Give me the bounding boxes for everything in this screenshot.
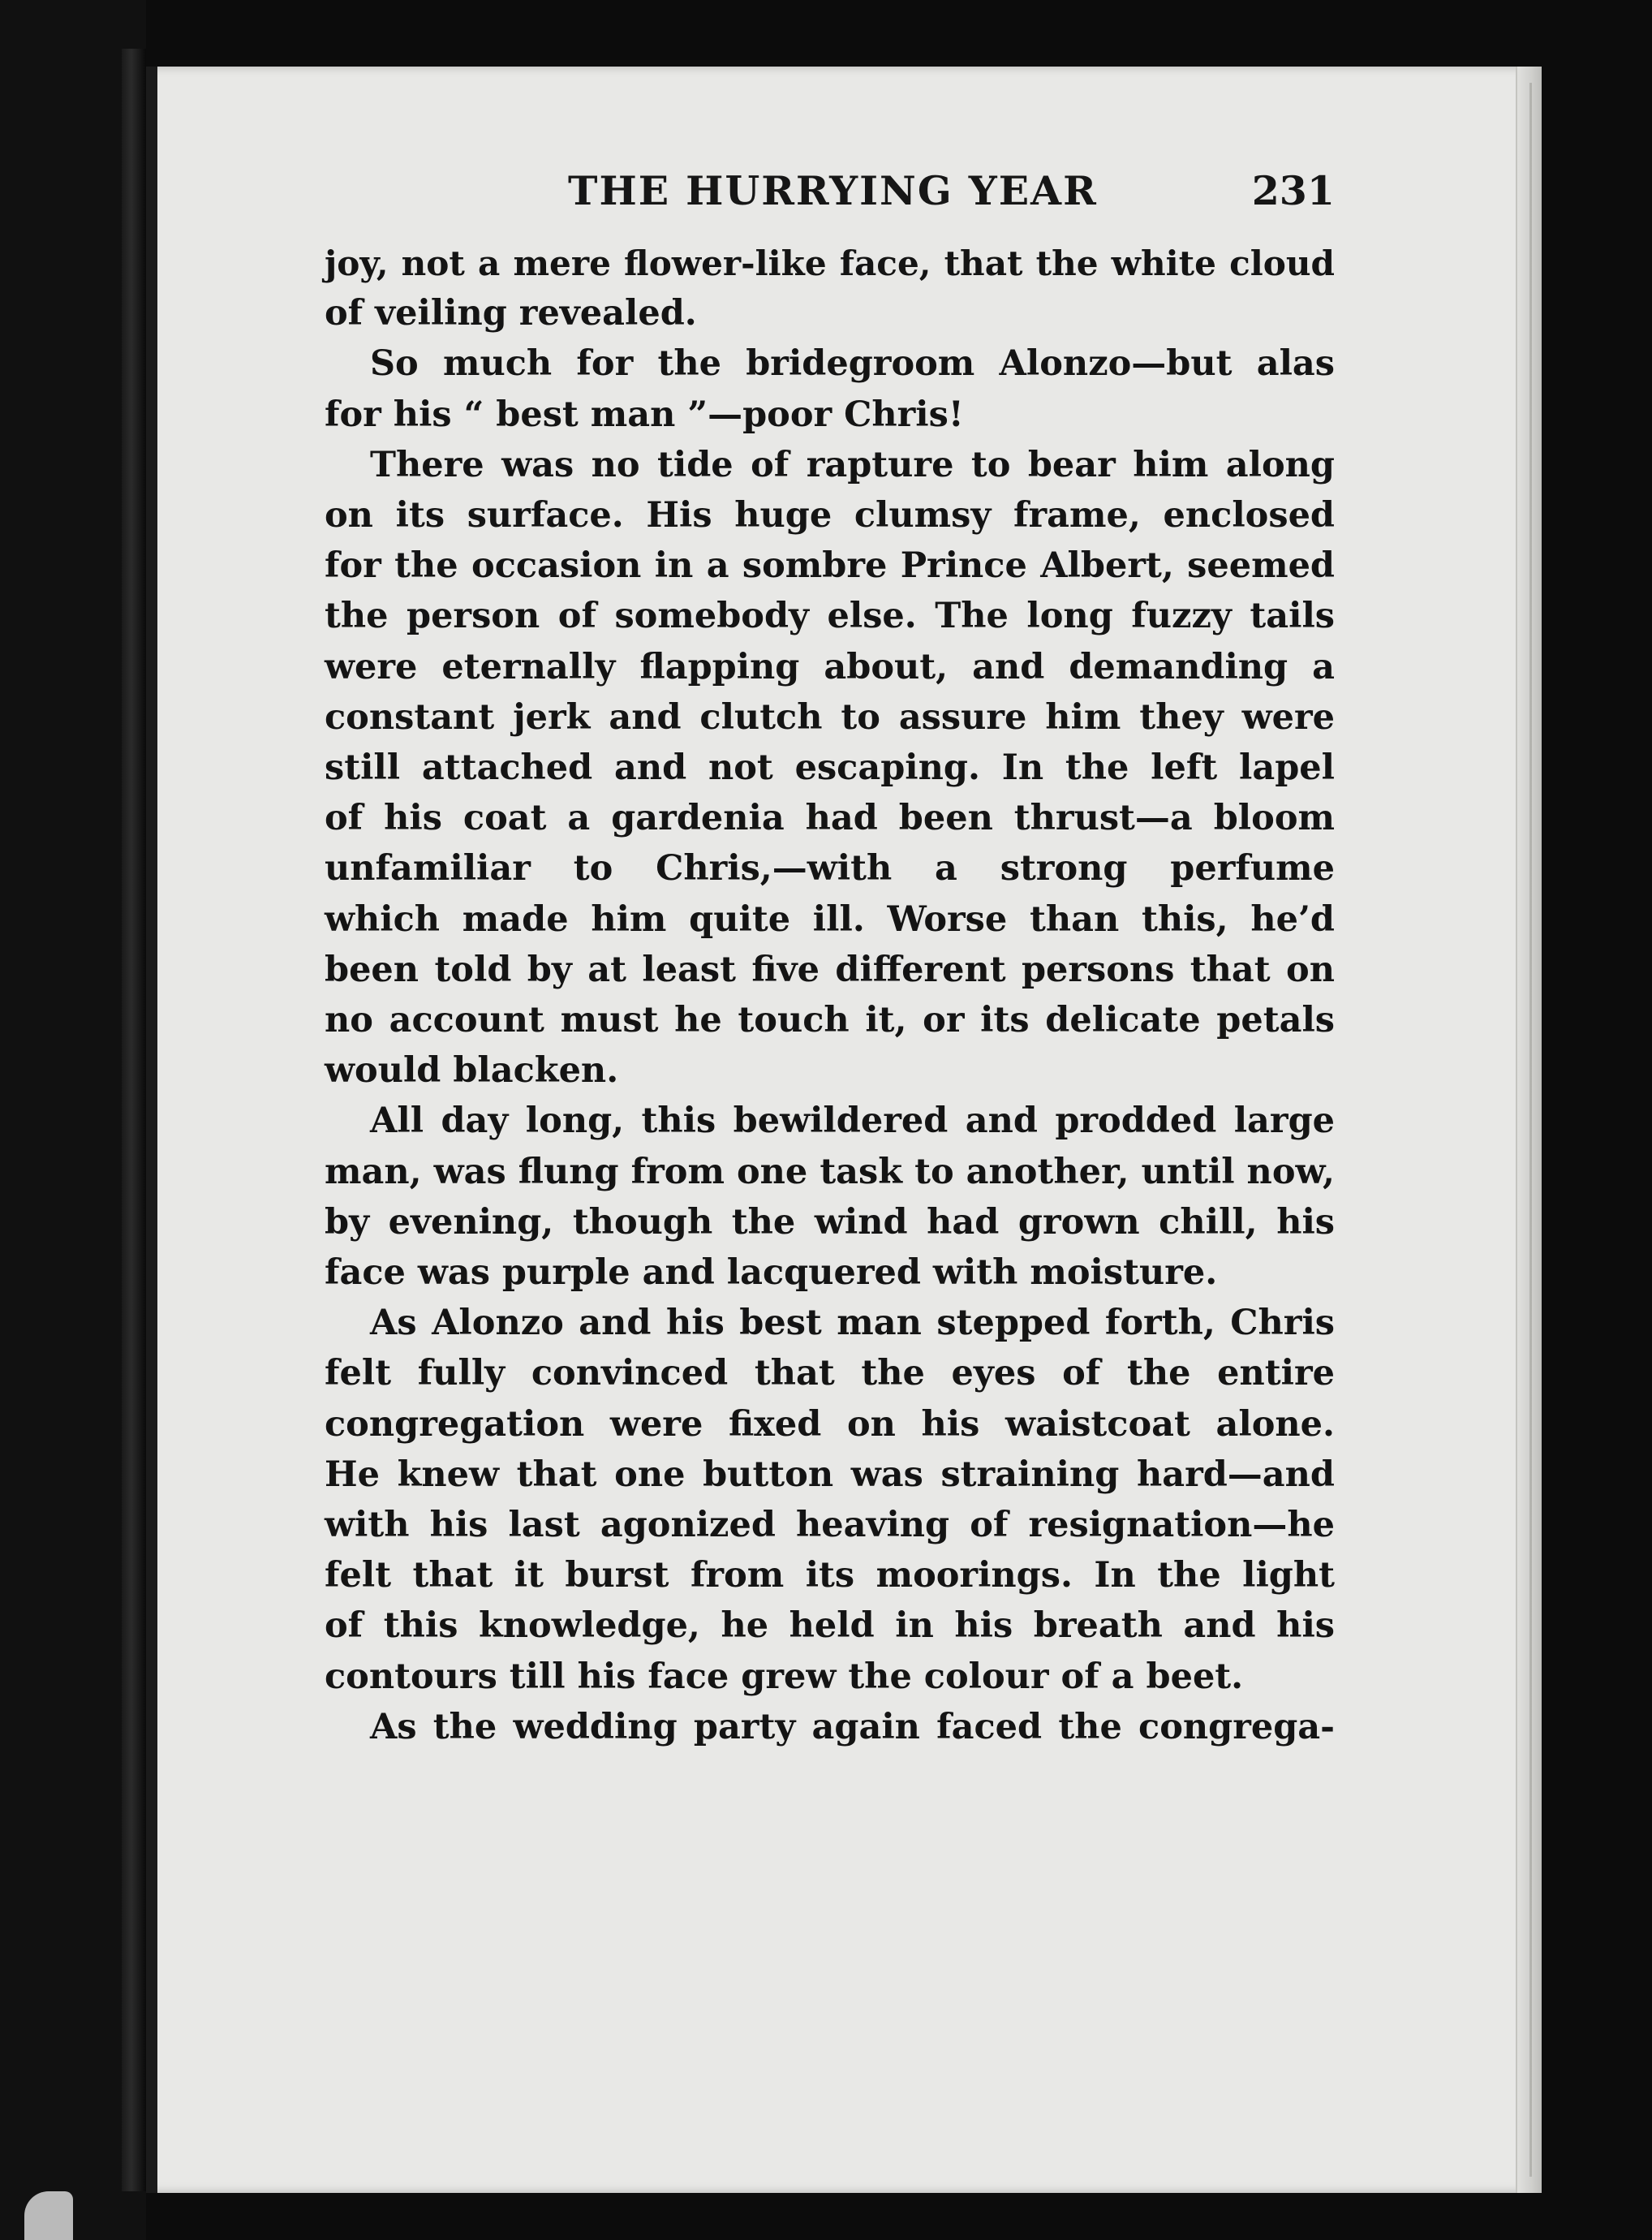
running-title: THE HURRYING YEAR [568,167,1098,214]
running-header [325,167,1335,224]
previous-page-edge [0,0,146,2240]
text-line: for his “ best man ”—poor Chris! [325,394,964,435]
text-line: of this knowledge, he held in his breath and his [325,1605,1335,1647]
paragraph [325,440,1335,1096]
body-text [325,238,1335,1752]
text-line: joy, not a mere flower-like face, that the white cloud [325,243,1335,283]
text-line: of his coat a gardenia had been thrust—a bloom [325,798,1335,839]
text-line: for the occasion in a sombre Prince Albert, seemed [325,545,1335,587]
text-line: felt fully convinced that the eyes of the entire [325,1353,1335,1394]
paragraph [325,338,1335,439]
text-line: As Alonzo and his best man stepped forth, Chris [370,1303,1335,1344]
text-line: the person of somebody else. The long fuzzy tails [325,596,1335,637]
page-number: 231 [1251,167,1335,214]
page-fore-edge [1516,67,1542,2193]
scan-artifact [24,2191,73,2240]
text-line: been told by at least five different persons that on [325,949,1335,990]
text-line: still attached and not escaping. In the left lapel [325,747,1335,789]
text-line: by evening, though the wind had grown chill, his [325,1201,1335,1243]
text-line: unfamiliar to Chris,—with a strong perfume [325,848,1335,890]
text-line: constant jerk and clutch to assure him they were [325,696,1335,738]
paragraph [325,1702,1335,1752]
paragraph [325,1096,1335,1298]
text-line: There was no tide of rapture to bear him along [370,444,1335,485]
text-line: contours till his face grew the colour of a beet. [325,1656,1244,1697]
text-line: which made him quite ill. Worse than this, he’d [325,898,1335,940]
text-line: felt that it burst from its moorings. In the light [325,1555,1335,1596]
text-line: would blacken. [325,1050,619,1092]
text-line: of veiling revealed. [325,293,697,334]
text-line: no account must he touch it, or its delicate petals [325,1000,1335,1041]
text-line: with his last agonized heaving of resignation—he [325,1505,1335,1546]
book-spine-shadow [122,49,146,2191]
text-line: man, was flung from one task to another, until now, [325,1151,1335,1192]
text-line: face was purple and lacquered with moisture. [325,1252,1218,1294]
text-line: on its surface. His huge clumsy frame, enclosed [325,495,1335,536]
paragraph [325,1298,1335,1702]
paragraph [325,238,1335,338]
text-line: As the wedding party again faced the congrega- [370,1706,1335,1747]
page-fore-edge-line [1529,83,1532,2177]
text-line: He knew that one button was straining hard—and [325,1454,1335,1495]
text-line: were eternally flapping about, and demanding a [325,646,1335,687]
page-binding-edge [146,67,157,2193]
text-line: So much for the bridegroom Alonzo—but alas [370,343,1335,385]
text-line: congregation were fixed on his waistcoat alone. [325,1403,1335,1445]
text-line: All day long, this bewildered and prodded large [370,1101,1335,1142]
